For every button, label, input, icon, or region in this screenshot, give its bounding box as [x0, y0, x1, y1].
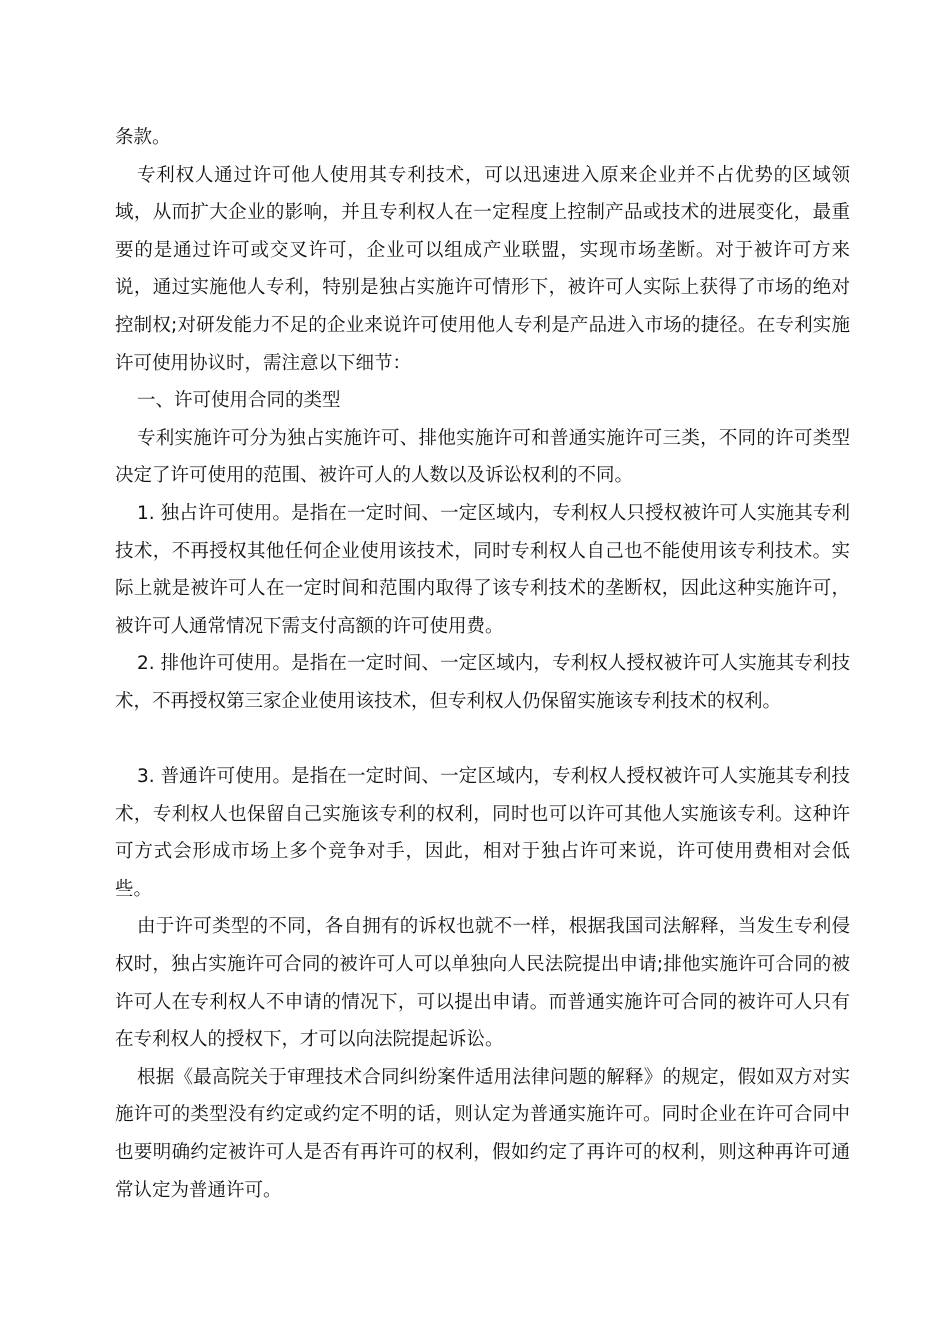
list-item-sole-license: 2. 排他许可使用。是指在一定时间、一定区域内，专利权人授权被许可人实施其专利技术，不再授权第三家企业使用该技术，但专利权人仍保留实施该专利技术的权利。	[115, 653, 850, 712]
list-item-ordinary-license: 3. 普通许可使用。是指在一定时间、一定区域内，专利权人授权被许可人实施其专利技术，专利权人也保留自己实施该专利的权利，同时也可以许可其他人实施该专利。这种许可方式会形成市场上多个竞争对手，因此，相对于独占许可来说，许可使用费相对会低些。	[115, 766, 850, 900]
section-heading-license-types: 一、许可使用合同的类型	[137, 390, 341, 412]
paragraph-license-categories: 专利实施许可分为独占实施许可、排他实施许可和普通实施许可三类，不同的许可类型决定了许可使用的范围、被许可人的人数以及诉讼权利的不同。	[115, 427, 850, 487]
list-item-exclusive-license: 1. 独占许可使用。是指在一定时间、一定区域内，专利权人只授权被许可人实施其专利技术，不再授权其他任何企业使用该技术，同时专利权人自己也不能使用该专利技术。实际上就是被许可人在一定时间和范围内取得了该专利技术的垄断权，因此这种实施许可，被许可人通常情况下需支付高额的许可使用费。	[115, 502, 850, 637]
paragraph-spacer	[115, 721, 850, 759]
paragraph-licensing-benefits: 专利权人通过许可他人使用其专利技术，可以迅速进入原来企业并不占优势的区域领域，从而扩大企业的影响，并且专利权人在一定程度上控制产品或技术的进展变化，最重要的是通过许可或交叉许可，企业可以组成产业联盟，实现市场垄断。对于被许可方来说，通过实施他人专利，特别是独占实施许可情形下，被许可人实际上获得了市场的绝对控制权;对研发能力不足的企业来说许可使用他人专利是产品进入市场的捷径。在专利实施许可使用协议时，需注意以下细节：	[115, 164, 850, 374]
paragraph-judicial-interpretation: 根据《最高院关于审理技术合同纠纷案件适用法律问题的解释》的规定，假如双方对实施许可的类型没有约定或约定不明的话，则认定为普通实施许可。同时企业在许可合同中也要明确约定被许可人是否有再许可的权利，假如约定了再许可的权利，则这种再许可通常认定为普通许可。	[115, 1066, 850, 1201]
document-body	[115, 119, 850, 1209]
paragraph-continuation: 条款。	[115, 127, 171, 148]
paragraph-litigation-rights: 由于许可类型的不同，各自拥有的诉权也就不一样，根据我国司法解释，当发生专利侵权时，独占实施许可合同的被许可人可以单独向人民法院提出申请;排他实施许可合同的被许可人在专利权人不申请的情况下，可以提出申请。而普通实施许可合同的被许可人只有在专利权人的授权下，才可以向法院提起诉讼。	[115, 916, 850, 1051]
